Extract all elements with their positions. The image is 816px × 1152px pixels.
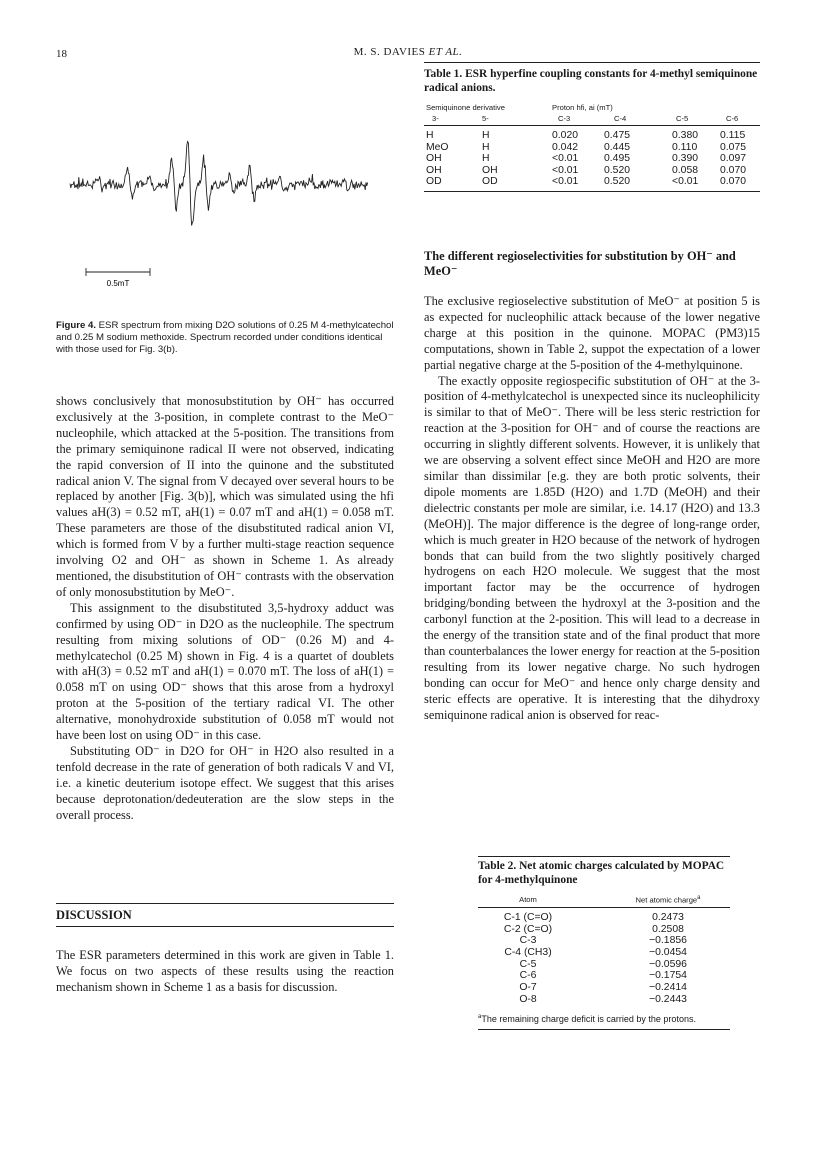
table-cell: 0.390	[672, 153, 699, 165]
discussion-text	[56, 948, 394, 996]
table-row	[478, 912, 730, 924]
table-cell: H	[482, 130, 490, 141]
table-row	[424, 165, 760, 177]
table-cell: 0.042	[552, 141, 579, 153]
table-1-col-head: 3-	[432, 114, 439, 123]
table-1-label: Table 1.	[424, 68, 463, 80]
table-cell: C-5	[519, 958, 537, 970]
table-1-col-head: 5-	[482, 114, 489, 123]
figure-4-caption	[56, 320, 394, 356]
table-row	[478, 970, 730, 982]
discussion-rule-bottom	[56, 926, 394, 927]
table-2-col-charge	[618, 895, 718, 905]
table-cell: 0.380	[672, 130, 699, 141]
table-cell: <0.01	[552, 153, 579, 165]
running-head-authors: M. S. DAVIES	[353, 46, 426, 58]
body-paragraph: The exactly opposite regiospecific substitution of OH⁻ at the 3-position of 4-methylcatechol is unexpected since its nucleophilicity is similar to that of MeO⁻. There will be less steric restriction for reaction at the 3-position for OH⁻ and of course the reactions are occurring in slightly different solvents. However, it is unlikely that we are observing a solvent effect since MeOH and H2O are more similar than dissimilar [e.g. they are both protic solvents, their dipole moments are 1.85D (H2O) and 1.7D (MeOH) and their dielectric constants per mole are similar, i.e. 14.17 (H2O) and 13.3 (MeOH)]. The major difference is the degree of long-range order, which is much greater in H2O because of the network of hydrogen bonds that can build from the two slightly positively charged hydrogens on each H2O molecule. We suggest that the most important factor may be the occurrence of hydrogen bridging/bonding between the hydroxyl at the 3-position and the carbonyl function at the 2-position. This will lead to a decrease in the energy of the transition state and of the final product that more than counterbalances the lower energy for reaction at the 5-position resulting from its lower negative charge. No such hydrogen bonding can occur for MeO⁻ and hence only charge density and steric effects are operative. It is interesting that the dihydroxy semiquinone radical anion is observed for reac-	[424, 373, 760, 722]
table-2-rule-bottom	[478, 1029, 730, 1030]
section-heading-regioselectivity: The different regioselectivities for substitution by OH⁻ and MeO⁻	[424, 249, 736, 278]
table-row	[478, 982, 730, 994]
left-column-text	[56, 394, 394, 823]
table-2-label: Table 2.	[478, 860, 517, 872]
figure-4-caption-label: Figure 4.	[56, 320, 96, 331]
table-cell: MeO	[426, 141, 449, 153]
body-paragraph: The exclusive regioselective substitution of MeO⁻ at position 5 is as expected for nucleophilic attack because of the lower negative charge at this position in the quinone. MOPAC (PM3)15 computations, shown in Table 2, suppot the expectation of a lower partial negative charge at the 5-position of the 4-methylquinone.	[424, 294, 760, 372]
table-cell: OD	[426, 176, 442, 188]
body-paragraph: shows conclusively that monosubstitution by OH⁻ has occurred exclusively at the 3-position, in complete contrast to the MeO⁻ nucleophile, which attacked at the 5-position. The transitions from the primary semiquinone radical II were not observed, indicating the rapid conversion of II into the quinone and the substituted radical anion V. The signal from V decayed over several hours to be replaced by another [Fig. 3(b)], which was simulated using the hfi values aH(3) = 0.52 mT, aH(1) = 0.07 mT and aH(1) = 0.058 mT. These parameters are those of the disubstituted radical anion VI, which is formed from V by a further multi-stage reaction sequence involving O2 and OH⁻ as shown in Scheme 1. As already mentioned, the disubstitution of OH⁻ contrasts with the observation of only monosubstitution by MeO⁻.	[56, 394, 394, 599]
table-cell: O-7	[519, 982, 537, 994]
table-cell: C-6	[519, 970, 537, 982]
esr-spectrum-trace	[70, 142, 368, 226]
table-cell: <0.01	[552, 164, 579, 176]
table-cell: −0.2414	[649, 982, 687, 994]
table-cell: OD	[482, 176, 498, 188]
discussion-paragraph: The ESR parameters determined in this work are given in Table 1. We focus on two aspects of these results using the reaction mechanism shown in Scheme 1 as a basis for discussion.	[56, 948, 394, 994]
table-cell: −0.2443	[649, 993, 687, 1005]
table-cell: 0.495	[604, 153, 631, 165]
table-1-col-head: C-5	[676, 114, 689, 123]
table-cell: O-8	[519, 993, 537, 1005]
table-1-col-head: C-3	[558, 114, 571, 123]
table-cell: OH	[426, 153, 442, 165]
figure-4-caption-text: ESR spectrum from mixing D2O solutions of 0.25 M 4-methylcatechol and 0.25 M sodium methoxide. Spectrum recorded under conditions identical with those used for Fig. 3(b).	[56, 320, 394, 355]
table-cell: H	[482, 153, 490, 165]
table-2-col-charge-sup: a	[697, 895, 701, 901]
table-cell: −0.1856	[649, 935, 687, 947]
table-1-title-text: ESR hyperfine coupling constants for 4-methyl semiquinone radical anions.	[424, 68, 758, 94]
page-number: 18	[56, 48, 67, 60]
table-2-col-atom: Atom	[519, 895, 537, 904]
scale-bar-label: 0.5mT	[106, 279, 130, 288]
table-cell: C-3	[519, 935, 537, 947]
table-2-header	[478, 895, 730, 907]
discussion-rule-top	[56, 903, 394, 904]
table-cell: <0.01	[552, 176, 579, 188]
table-cell: 0.475	[604, 130, 631, 141]
table-2-footnote-text: The remaining charge deficit is carried by the protons.	[481, 1013, 696, 1024]
table-row	[478, 935, 730, 947]
body-paragraph: This assignment to the disubstituted 3,5-hydroxy adduct was confirmed by using OD⁻ in D2O as the nucleophile. The spectrum resulting from mixing solutions of OD⁻ (0.26 M) and 4-methylcatechol (0.25 M) shown in Fig. 4 is a quartet of doublets with aH(3) = 0.52 mT and aH(1) = 0.070 mT. The loss of aH(1) = 0.058 mT on using OD⁻ shows that this arose from a hydroxyl proton at the 5-position of the tertiary radical VI. The other alternative, monohydroxide substitution of 0.058 mT would not have been lost on using OD⁻ in this case.	[56, 600, 394, 743]
table-cell: C-2 (C=O)	[503, 923, 553, 935]
body-paragraph: Substituting OD⁻ in D2O for OH⁻ in H2O also resulted in a tenfold decrease in the rate of generation of both radicals V and VI, i.e. a kinetic deuterium isotope effect. We suggest that this arises because deprotonation/dedeuteration are the slow steps in the overall process.	[56, 743, 394, 822]
table-1-body	[424, 126, 760, 191]
table-cell: C-1 (C=O)	[503, 912, 553, 923]
table-2-title	[478, 860, 730, 887]
table-cell: 0.070	[720, 164, 747, 176]
table-row	[478, 924, 730, 936]
table-cell: C-4 (CH3)	[504, 947, 552, 959]
table-cell: 0.097	[720, 153, 747, 165]
table-cell: −0.0454	[649, 947, 687, 959]
table-cell: −0.1754	[649, 970, 687, 982]
table-cell: 0.520	[604, 164, 631, 176]
table-1-rule-top	[424, 62, 760, 63]
table-cell: 0.520	[604, 176, 631, 188]
discussion-heading-block	[56, 903, 394, 927]
running-head	[0, 46, 816, 58]
table-cell: 0.020	[552, 130, 579, 141]
right-column-text	[424, 294, 760, 723]
table-1-rule-bottom	[424, 191, 760, 192]
table-cell: 0.058	[672, 164, 699, 176]
table-2-body	[478, 912, 730, 1006]
table-1	[424, 62, 760, 192]
table-1-group-head-right: Proton hfi, ai (mT)	[552, 103, 613, 112]
table-2	[478, 856, 730, 1030]
table-1-title	[424, 68, 760, 95]
table-row	[424, 176, 760, 188]
table-cell: 0.2508	[652, 923, 684, 935]
table-cell: OH	[482, 164, 498, 176]
table-cell: 0.075	[720, 141, 747, 153]
table-row	[478, 994, 730, 1006]
table-1-col-head: C-6	[726, 114, 739, 123]
table-cell: 0.070	[720, 176, 747, 188]
running-head-etal: ET AL.	[428, 46, 463, 58]
table-1-group-head-left: Semiquinone derivative	[426, 103, 505, 112]
figure-4-esr-spectrum	[56, 66, 394, 318]
table-2-title-text: Net atomic charges calculated by MOPAC for 4-methylquinone	[478, 860, 725, 886]
table-cell: H	[482, 141, 490, 153]
table-row	[424, 130, 760, 142]
table-row	[478, 959, 730, 971]
table-cell: 0.445	[604, 141, 631, 153]
table-cell: 0.115	[720, 130, 746, 141]
table-2-rule-mid	[478, 907, 730, 908]
table-1-col-head: C-4	[614, 114, 627, 123]
table-cell: −0.0596	[649, 958, 687, 970]
table-2-footnote-sup: a	[478, 1013, 482, 1020]
discussion-heading: DISCUSSION	[56, 908, 132, 922]
table-2-footnote	[478, 1012, 730, 1029]
table-cell: OH	[426, 164, 442, 176]
table-row	[424, 142, 760, 154]
table-cell: 0.110	[672, 141, 698, 153]
table-cell: H	[426, 130, 434, 141]
table-2-col-charge-text: Net atomic charge	[635, 895, 698, 905]
table-row	[424, 153, 760, 165]
table-2-rule-top	[478, 856, 730, 857]
table-1-header	[424, 103, 760, 125]
table-cell: 0.2473	[652, 912, 684, 923]
table-cell: <0.01	[672, 176, 699, 188]
table-row	[478, 947, 730, 959]
